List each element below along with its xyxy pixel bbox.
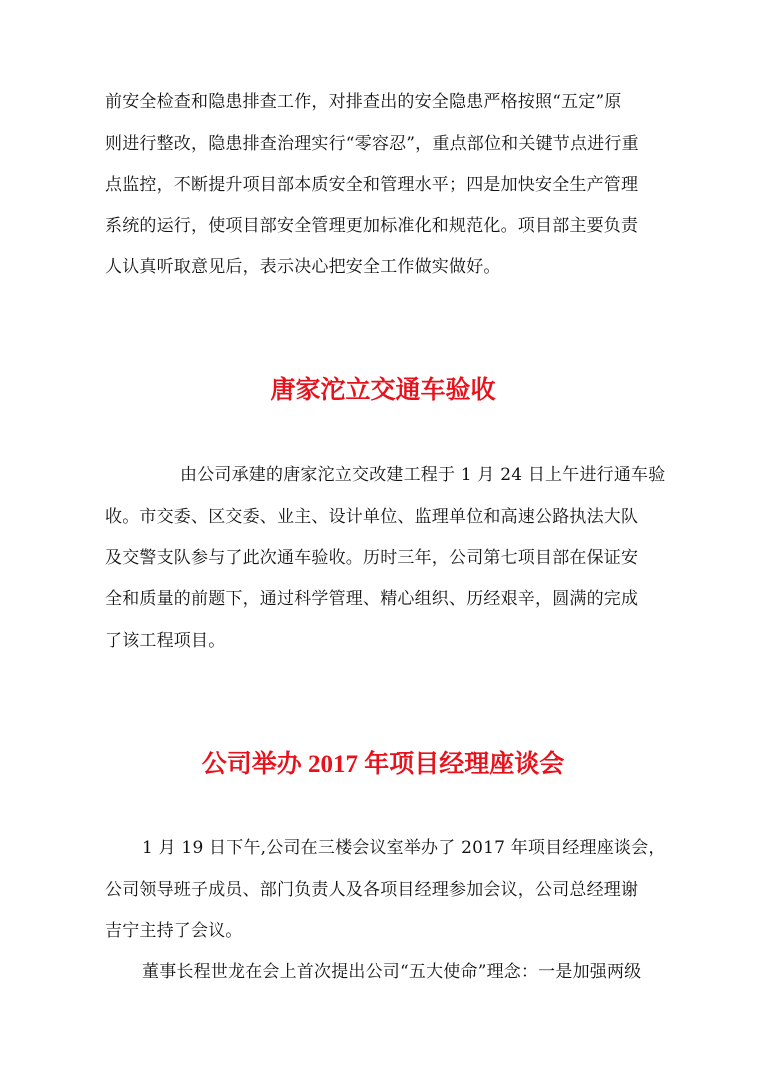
paragraph-line: 则进行整改，隐患排查治理实行“零容忍”，重点部位和关键节点进行重 (105, 134, 639, 154)
paragraph-line: 点监控，不断提升项目部本质安全和管理水平；四是加快安全生产管理 (105, 175, 639, 195)
paragraph-line: 1 月 19 日下午,公司在三楼会议室举办了 2017 年项目经理座谈会， (142, 838, 666, 858)
section-heading: 唐家沱立交通车验收 (270, 377, 496, 404)
paragraph-line: 前安全检查和隐患排查工作，对排查出的安全隐患严格按照“五定”原 (105, 92, 622, 112)
paragraph-line: 系统的运行，使项目部安全管理更加标准化和规范化。项目部主要负责 (105, 216, 639, 236)
paragraph-line: 了该工程项目。 (105, 631, 226, 651)
paragraph-line: 全和质量的前题下，通过科学管理、精心组织、历经艰辛，圆满的完成 (105, 589, 639, 609)
paragraph-line: 收。市交委、区交委、业主、设计单位、监理单位和高速公路执法大队 (105, 507, 639, 527)
section-heading: 公司举办 2017 年项目经理座谈会 (201, 751, 565, 778)
paragraph-line: 公司领导班子成员、部门负责人及各项目经理参加会议，公司总经理谢 (105, 880, 639, 900)
paragraph-line: 由公司承建的唐家沱立交改建工程于 1 月 24 日上午进行通车验 (180, 465, 666, 485)
paragraph-line: 人认真听取意见后，表示决心把安全工作做实做好。 (105, 257, 501, 277)
paragraph-line: 董事长程世龙在会上首次提出公司“五大使命”理念：一是加强两级 (142, 962, 642, 982)
paragraph-line: 及交警支队参与了此次通车验收。历时三年，公司第七项目部在保证安 (105, 548, 639, 568)
paragraph-line: 吉宁主持了会议。 (105, 921, 243, 941)
